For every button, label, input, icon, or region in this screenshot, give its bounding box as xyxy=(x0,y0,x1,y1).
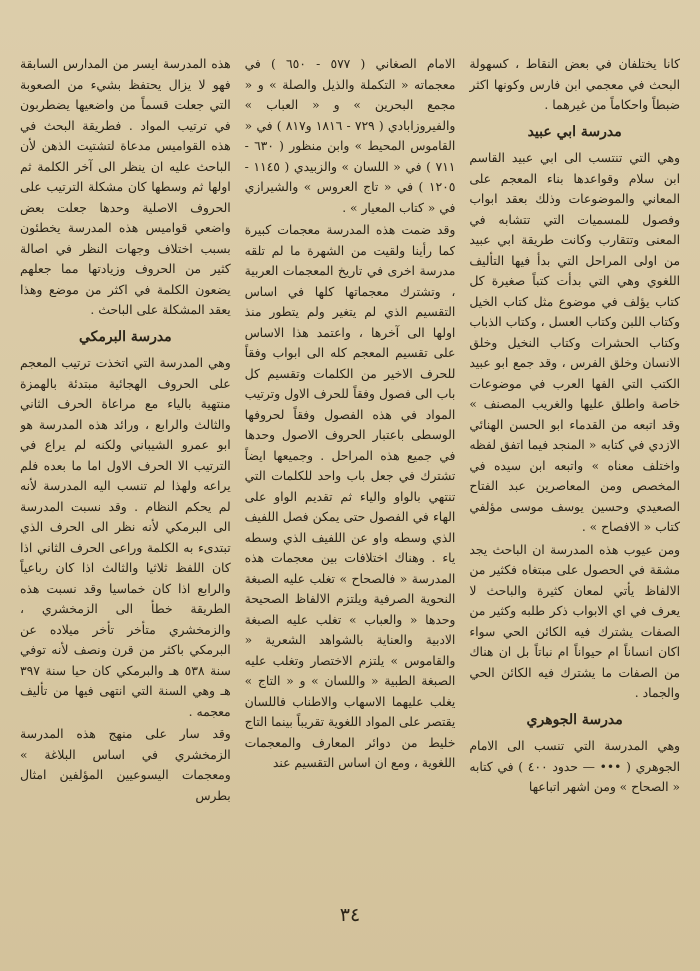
column-left xyxy=(20,54,231,894)
paragraph: وهي المدرسة التي تنسب الى الامام الجوهري ( ••• — حدود ٤٠٠ ) في كتابه « الصحاح » ومن اشهر اتباعها xyxy=(469,739,680,794)
paragraph: وقد ضمت هذه المدرسة معجمات كبيرة كما رأينا ولقيت من الشهرة ما لم تلقه مدرسة اخرى في تاريخ المعجمات العربية ، وتشترك معجماتها كلها في اساس التقسيم الذي لم يتغير ولم يتطور منذ اولها الى آخرها ، واعتمد هذا الاساس على تقسيم المعجم كله الى ابواب وفقاً للحرف الاخير من الكلمات وتقسيم كل باب الى فصول وفقاً للحرف الاول وترتيب المواد في هذه الفصول وفقاً لحروفها الوسطى باعتبار الحروف الاصول وحدها في جميع هذه المراحل . وجميعها ايضاً تشترك في جعل باب واحد للكلمات التي تنتهي بالواو والياء ثم تقديم الواو على الهاء في الفصول حتى يمكن فصل اللفيف الذي وسطه واو عن اللفيف الذي وسطه ياء . وهناك اختلافات بين معجمات هذه المدرسة « فالصحاح » تغلب عليه الصبغة النحوية الصرفية ويلتزم الالفاظ الصحيحة وحدها « والعباب » تغلب عليه الصبغة الادبية والعناية بالشواهد الشعرية « والقاموس » يلتزم الاختصار وتغلب عليه الصبغة الطبية « واللسان » و « التاج » يغلب عليهما الاسهاب والاطناب فاللسان يقتصر على المواد اللغوية تقريباً بينما التاج خليط من دوائر المعارف والمعجمات اللغوية ، ومع ان اساس التقسيم عند xyxy=(244,223,456,770)
paragraph: ومن عيوب هذه المدرسة ان الباحث يجد مشقة في الحصول على مبتغاه فكثير من الالفاظ يأتي لمعان كثيرة والباحث لا يعرف في اي الابواب ذكر طلبه وكثير من الصفات يشترك فيه الكائن الحي سواء اكان انساناً ام حيواناً ام نباتاً بل ان هناك من الصفات ما يشترك فيه الكائن الحي والجماد . xyxy=(469,542,680,700)
paragraph: وقد سار على منهج هذه المدرسة الزمخشري في اساس البلاغة » ومعجمات اليسوعيين المؤلفين امثال بطرس xyxy=(19,727,231,803)
paragraph: وهي التي تنتسب الى ابي عبيد القاسم ابن سلام وقواعدها بناء المعجم على المعاني والموضوعات وذلك بعقد ابواب وفصول للمسميات التي تتشابه في المعنى وتتقارب وكانت طريقة ابي عبيد من اولى المراحل التي بدأ فيها التأليف اللغوي وهي التي بدأت كتباً صغيرة كل كتاب يؤلف في موضوع مثل كتاب الخيل وكتاب اللبن وكتاب العسل ، وكتاب الذباب وكتاب الحشرات وكتاب النخيل وخلق الانسان وخلق الفرس ، وقد جمع ابو عبيد الكتب التي الفها العرب في موضوعات خاصة واطلق عليها والغريب المصنف » وقد اتبعه من القدماء ابو الحسن الهنائي الازدي في كتابه « المنجد فيما اتفق لفظه واختلف معناه » واتبعه ابن سيده في المخصص ومن المعاصرين عبد الفتاح الصعيدي وحسين يوسف موسى مؤلفي كتاب « الافصاح » . xyxy=(469,151,680,534)
section-heading: مدرسة ابي عبيد xyxy=(527,123,622,140)
column-middle xyxy=(245,54,456,894)
text-columns xyxy=(20,54,680,894)
section-heading: مدرسة الجوهري xyxy=(526,711,623,728)
page-number: ٣٤ xyxy=(339,904,361,926)
section-heading: مدرسة البرمكي xyxy=(78,328,172,345)
paragraph: هذه المدرسة ايسر من المدارس السابقة فهو لا يزال يحتفظ بشيء من الصعوبة التي جعلت قسماً من واضعيها يضطربون في ترتيب المواد . فطريقة البحث في هذه القواميس مدعاة لتشتيت الذهن لأن الباحث عليه ان ينظر الى آخر الكلمة ثم اولها ثم وسطها كان مشكلة الترتيب على الحروف الاصلية وحدها جعلت بعض واضعي قواميس هذه المدرسة يخطئون بسبب اختلاف وجهات النظر في اصالة كثير من الحروف وزيادتها مما جعلهم يضعون الكلمة في اكثر من موضع وهذا يعقد المشكلة على الباحث . xyxy=(19,57,231,317)
paragraph: كانا يختلفان في بعض النقاط ، كسهولة البحث في معجمي ابن فارس وكونها اكثر ضبطاً واحكاماً من غيرهما . xyxy=(469,57,680,112)
paragraph: الامام الصغاني ( ٥٧٧ - ٦٥٠ ) في معجماته « التكملة والذيل والصلة » و « مجمع البحرين » و « العباب » والفيروزابادي ( ٧٢٩ - ١٨١٦ و٨١٧ ) في « القاموس المحيط » وابن منظور ( ٦٣٠ - ٧١١ ) في « اللسان » والزبيدي ( ١١٤٥ - ١٢٠٥ ) في « تاج العروس » والشيرازي في « كتاب المعيار » . xyxy=(244,57,456,215)
paragraph: وهي المدرسة التي اتخذت ترتيب المعجم على الحروف الهجائية مبتدئة بالهمزة منتهية بالياء مع مراعاة الحرف الثاني والثالث والرابع ، ورائد هذه المدرسة هو ابو عمرو الشيباني ولكنه لم يراع في الترتيب الا الحرف الاول اما ما بعده فلم يراعه ولهذا لم تنسب اليه المدرسة لأنه لم يحكم النظام . وقد نسبت المدرسة الى البرمكي لأنه نظر الى الحرف الذي تبتدىء به الكلمة وراعى الحرف الثاني اذا كان اللفظ ثلاثيا والثالث اذا كان رباعياً والرابع اذا كان خماسيا وقد نسبت هذه الطريقة خطأ الى الزمخشري ، والزمخشري متأخر تأخر ميلاده عن البرمكي باكثر من قرن ونصف لأنه توفي سنة ٥٣٨ هـ والبرمكي كان حيا سنة ٣٩٧ هـ وهي السنة التي انتهى فيها من تأليف معجمه . xyxy=(19,356,231,719)
column-right xyxy=(469,54,680,894)
